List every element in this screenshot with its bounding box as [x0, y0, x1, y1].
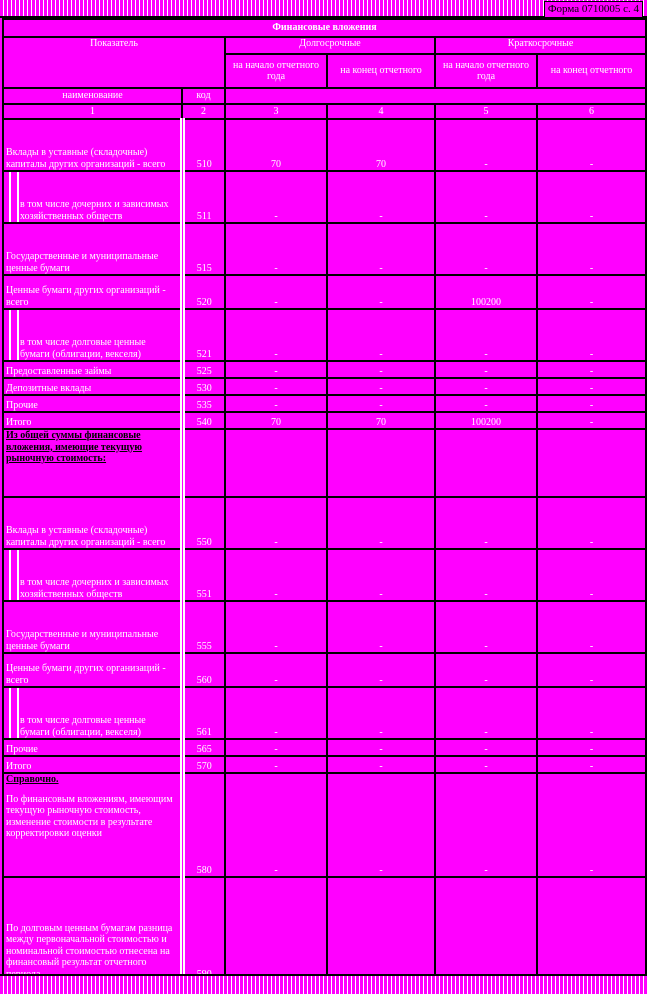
table-row [3, 687, 646, 739]
row-code: 580 [182, 773, 225, 877]
row-value: - [537, 601, 646, 653]
row-name-text: Вклады в уставные (складочные) капиталы других организаций - всего [6, 147, 166, 170]
row-value: - [435, 171, 537, 223]
row-code: 565 [182, 739, 225, 756]
row-value: - [225, 653, 327, 687]
row-value: - [537, 412, 646, 429]
row-name [3, 378, 182, 395]
row-value: - [537, 756, 646, 773]
row-value: - [537, 739, 646, 756]
row-name [3, 653, 182, 687]
row-value: - [435, 119, 537, 171]
row-code: 530 [182, 378, 225, 395]
table-row [3, 223, 646, 275]
row-name-text: Предоставленные займы [6, 365, 112, 377]
row-code [182, 429, 225, 497]
form-label: Форма 0710005 с. 4 [544, 1, 643, 18]
row-code [182, 877, 225, 981]
row-name-text: в том числе долговые ценные бумаги (облигации, векселя) [20, 715, 146, 738]
table-row [3, 361, 646, 378]
header-lt-start: на начало отчетного года [225, 54, 327, 88]
row-name [3, 497, 182, 549]
row-value: - [435, 497, 537, 549]
header-name: наименование [3, 88, 182, 104]
form-footer-bar [0, 974, 647, 994]
row-name-text: Государственные и муниципальные ценные бумаги [6, 629, 159, 652]
row-value [327, 877, 435, 981]
table-row [3, 378, 646, 395]
col-number: 4 [327, 104, 435, 119]
table-title: Финансовые вложения [3, 19, 646, 37]
row-value: - [327, 395, 435, 412]
row-value: - [327, 739, 435, 756]
row-value: - [537, 275, 646, 309]
header-long-term: Долгосрочные [225, 37, 435, 54]
row-value: - [225, 601, 327, 653]
row-value: - [537, 378, 646, 395]
row-name [3, 877, 182, 981]
header-st-end: на конец отчетного [537, 54, 646, 88]
col-number: 5 [435, 104, 537, 119]
row-value: - [225, 275, 327, 309]
row-name-heading: Справочно. [6, 774, 59, 785]
row-value: - [225, 773, 327, 877]
row-name [3, 773, 182, 877]
row-name [3, 756, 182, 773]
row-value: - [327, 361, 435, 378]
row-value [327, 429, 435, 497]
row-value: - [327, 687, 435, 739]
row-value: - [327, 653, 435, 687]
header-st-start: на начало отчетного года [435, 54, 537, 88]
row-name [3, 171, 182, 223]
row-name-text: Ценные бумаги других организаций - всего [6, 663, 166, 686]
row-value: - [537, 171, 646, 223]
row-value: - [327, 601, 435, 653]
row-value: - [435, 378, 537, 395]
row-name-text: Из общей суммы финансовые вложения, имеющие текущую рыночную стоимость: [6, 430, 142, 464]
row-value: - [327, 497, 435, 549]
row-name-text: Ценные бумаги других организаций - всего [6, 285, 166, 308]
row-value: - [327, 378, 435, 395]
row-value: 100200 [435, 275, 537, 309]
row-name [3, 223, 182, 275]
row-value: - [435, 361, 537, 378]
row-code: 525 [182, 361, 225, 378]
financial-investments-table [2, 18, 647, 982]
row-value: - [225, 395, 327, 412]
row-code: 551 [182, 549, 225, 601]
row-code: 535 [182, 395, 225, 412]
header-spacer [225, 88, 646, 104]
row-code: 511 [182, 171, 225, 223]
row-value: - [435, 309, 537, 361]
row-value: - [225, 497, 327, 549]
row-value: - [537, 361, 646, 378]
row-value [225, 877, 327, 981]
row-value [537, 877, 646, 981]
row-value: - [537, 497, 646, 549]
row-value: - [225, 687, 327, 739]
row-value [225, 429, 327, 497]
header-lt-end: на конец отчетного [327, 54, 435, 88]
row-value: - [225, 756, 327, 773]
row-name-text: в том числе дочерних и зависимых хозяйственных обществ [20, 199, 169, 222]
row-value: 70 [225, 119, 327, 171]
row-name [3, 687, 182, 739]
row-name-text: Итого [6, 760, 32, 772]
table-row [3, 739, 646, 756]
row-value: - [435, 395, 537, 412]
table-row [3, 773, 646, 877]
row-name [3, 275, 182, 309]
row-name-text: в том числе дочерних и зависимых хозяйственных обществ [20, 577, 169, 600]
table-row [3, 877, 646, 981]
row-name-text: Итого [6, 416, 32, 428]
row-value [435, 429, 537, 497]
row-value: - [435, 739, 537, 756]
row-value: - [537, 549, 646, 601]
row-name [3, 309, 182, 361]
table-row [3, 119, 646, 171]
table-row [3, 275, 646, 309]
row-name-text: Прочие [6, 399, 38, 411]
row-code: 515 [182, 223, 225, 275]
row-value: - [435, 773, 537, 877]
row-name [3, 549, 182, 601]
row-name-text: Государственные и муниципальные ценные бумаги [6, 251, 159, 274]
row-value: - [225, 223, 327, 275]
row-value: - [537, 395, 646, 412]
row-name [3, 601, 182, 653]
row-value: - [435, 653, 537, 687]
table-row [3, 756, 646, 773]
row-value: - [537, 119, 646, 171]
row-value: - [225, 309, 327, 361]
row-code: 555 [182, 601, 225, 653]
row-value: - [225, 361, 327, 378]
col-number: 1 [3, 104, 182, 119]
row-value: - [327, 171, 435, 223]
header-indicator: Показатель [3, 37, 225, 88]
row-value: - [327, 549, 435, 601]
row-code: 510 [182, 119, 225, 171]
form-header-bar [0, 0, 647, 18]
row-value [537, 429, 646, 497]
row-value: - [435, 601, 537, 653]
row-value: - [435, 756, 537, 773]
row-value: - [435, 223, 537, 275]
row-code: 540 [182, 412, 225, 429]
table-row [3, 601, 646, 653]
row-value: - [537, 309, 646, 361]
row-value: 70 [327, 119, 435, 171]
row-value: - [327, 756, 435, 773]
row-name-text: Прочие [6, 743, 38, 755]
table-row [3, 549, 646, 601]
header-short-term: Краткосрочные [435, 37, 646, 54]
row-name [3, 395, 182, 412]
row-value: - [225, 378, 327, 395]
row-name-text: в том числе долговые ценные бумаги (облигации, векселя) [20, 337, 146, 360]
table-row [3, 309, 646, 361]
row-code: 561 [182, 687, 225, 739]
row-value: - [225, 171, 327, 223]
row-name-text: По долговым ценным бумагам разница между первоначальной стоимостью и номинальной стоимостью отнесена на финансовый результат отчетного [6, 922, 173, 968]
table-row [3, 429, 646, 497]
row-code: 570 [182, 756, 225, 773]
col-number: 3 [225, 104, 327, 119]
row-value: - [537, 653, 646, 687]
table-row [3, 497, 646, 549]
row-value: - [327, 773, 435, 877]
row-value: 70 [327, 412, 435, 429]
row-code: 560 [182, 653, 225, 687]
row-value: 100200 [435, 412, 537, 429]
row-code: 550 [182, 497, 225, 549]
row-code: 521 [182, 309, 225, 361]
row-name-text: По финансовым вложениям, имеющим текущую рыночную стоимость, изменение стоимости в результате корректировки оценки [6, 793, 173, 839]
row-name [3, 429, 182, 497]
header-code: код [182, 88, 225, 104]
row-name [3, 412, 182, 429]
row-value: - [225, 739, 327, 756]
row-value [435, 877, 537, 981]
row-name [3, 361, 182, 378]
row-value: - [537, 773, 646, 877]
row-value: - [327, 309, 435, 361]
col-number: 2 [182, 104, 225, 119]
col-number: 6 [537, 104, 646, 119]
row-value: - [327, 223, 435, 275]
table-row [3, 171, 646, 223]
row-value: - [327, 275, 435, 309]
table-row [3, 653, 646, 687]
row-value: - [537, 687, 646, 739]
row-value: - [435, 549, 537, 601]
row-name [3, 119, 182, 171]
row-value: - [435, 687, 537, 739]
row-name-text: Депозитные вклады [6, 382, 92, 394]
row-code: 520 [182, 275, 225, 309]
row-value: 70 [225, 412, 327, 429]
table-row [3, 395, 646, 412]
row-name-text: Вклады в уставные (складочные) капиталы других организаций - всего [6, 525, 166, 548]
row-name [3, 739, 182, 756]
row-value: - [537, 223, 646, 275]
table-row [3, 412, 646, 429]
row-value: - [225, 549, 327, 601]
